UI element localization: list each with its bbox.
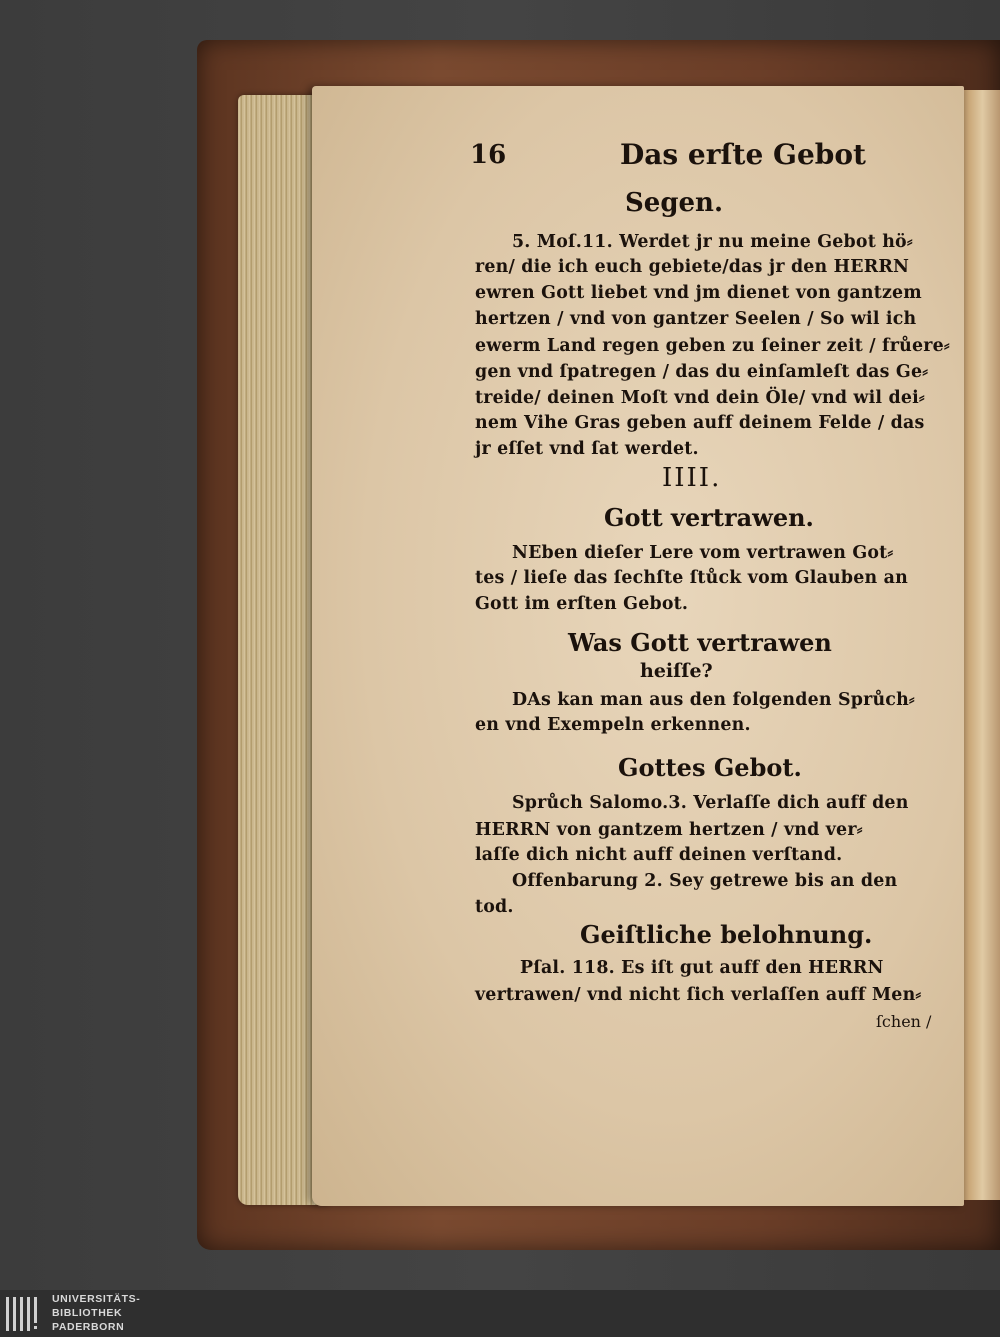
heading-was-gott-vertrawen: Was Gott vertrawen [568,628,832,657]
logo-line-2: BIBLIOTHEK [52,1307,123,1319]
text-line: ewerm Land regen geben zu ſeiner zeit / frůere⸗ [475,336,950,356]
section-heading-gott-vertrawen: Gott vertrawen. [604,503,814,532]
text-line: en vnd Exempeln erkennen. [475,715,751,735]
text-line: Gott im erſten Gebot. [475,594,689,614]
section-heading-gottes-gebot: Gottes Gebot. [618,753,802,782]
text-line: 5. Moſ.11. Werdet jr nu meine Gebot hö⸗ [512,232,913,252]
text-line: nem Vihe Gras geben auff deinem Felde / das [475,413,925,433]
text-line: tes / lieſe das ſechſte ſtůck vom Glauben an [475,568,908,588]
text-line: gen vnd ſpatregen / das du einſamleſt das Ge⸗ [475,362,929,382]
running-head: Das erſte Gebot [620,138,866,171]
text-line: vertrawen/ vnd nicht ſich verlaſſen auff Men⸗ [475,985,922,1005]
text-line: ren/ die ich euch gebiete/das jr den HERRN [475,257,910,277]
library-logo-icon [4,1293,44,1335]
text-line: tod. [475,897,514,917]
text-line: DAs kan man aus den folgenden Sprůch⸗ [512,690,915,710]
section-heading-segen: Segen. [625,188,723,218]
catchword: ſchen / [876,1012,932,1031]
section-number: IIII. [662,463,722,493]
text-line: hertzen / vnd von gantzer Seelen / So wil ich [475,309,917,329]
text-line: Sprůch Salomo.3. Verlaſſe dich auff den [512,793,909,813]
page-number: 16 [470,140,507,170]
text-line: HERRN von gantzem hertzen / vnd ver⸗ [475,820,863,840]
heading-heisse: heiſſe? [640,660,713,682]
section-heading-geistliche-belohnung: Geiſtliche belohnung. [580,920,873,949]
text-line: NEben dieſer Lere vom vertrawen Got⸗ [512,543,894,563]
text-line: laſſe dich nicht auff deinen verſtand. [475,845,843,865]
library-logo-bar [0,1290,1000,1337]
logo-line-1: UNIVERSITÄTS- [52,1293,141,1305]
text-line: treide/ deinen Moſt vnd dein Öle/ vnd wil dei⸗ [475,388,925,408]
logo-line-3: PADERBORN [52,1321,125,1333]
text-line: Offenbarung 2. Sey getrewe bis an den [512,871,898,891]
text-line: jr eſſet vnd ſat werdet. [475,439,699,459]
text-line: Pſal. 118. Es iſt gut auff den HERRN [520,958,884,978]
text-line: ewren Gott liebet vnd jm dienet von gantzem [475,283,922,303]
